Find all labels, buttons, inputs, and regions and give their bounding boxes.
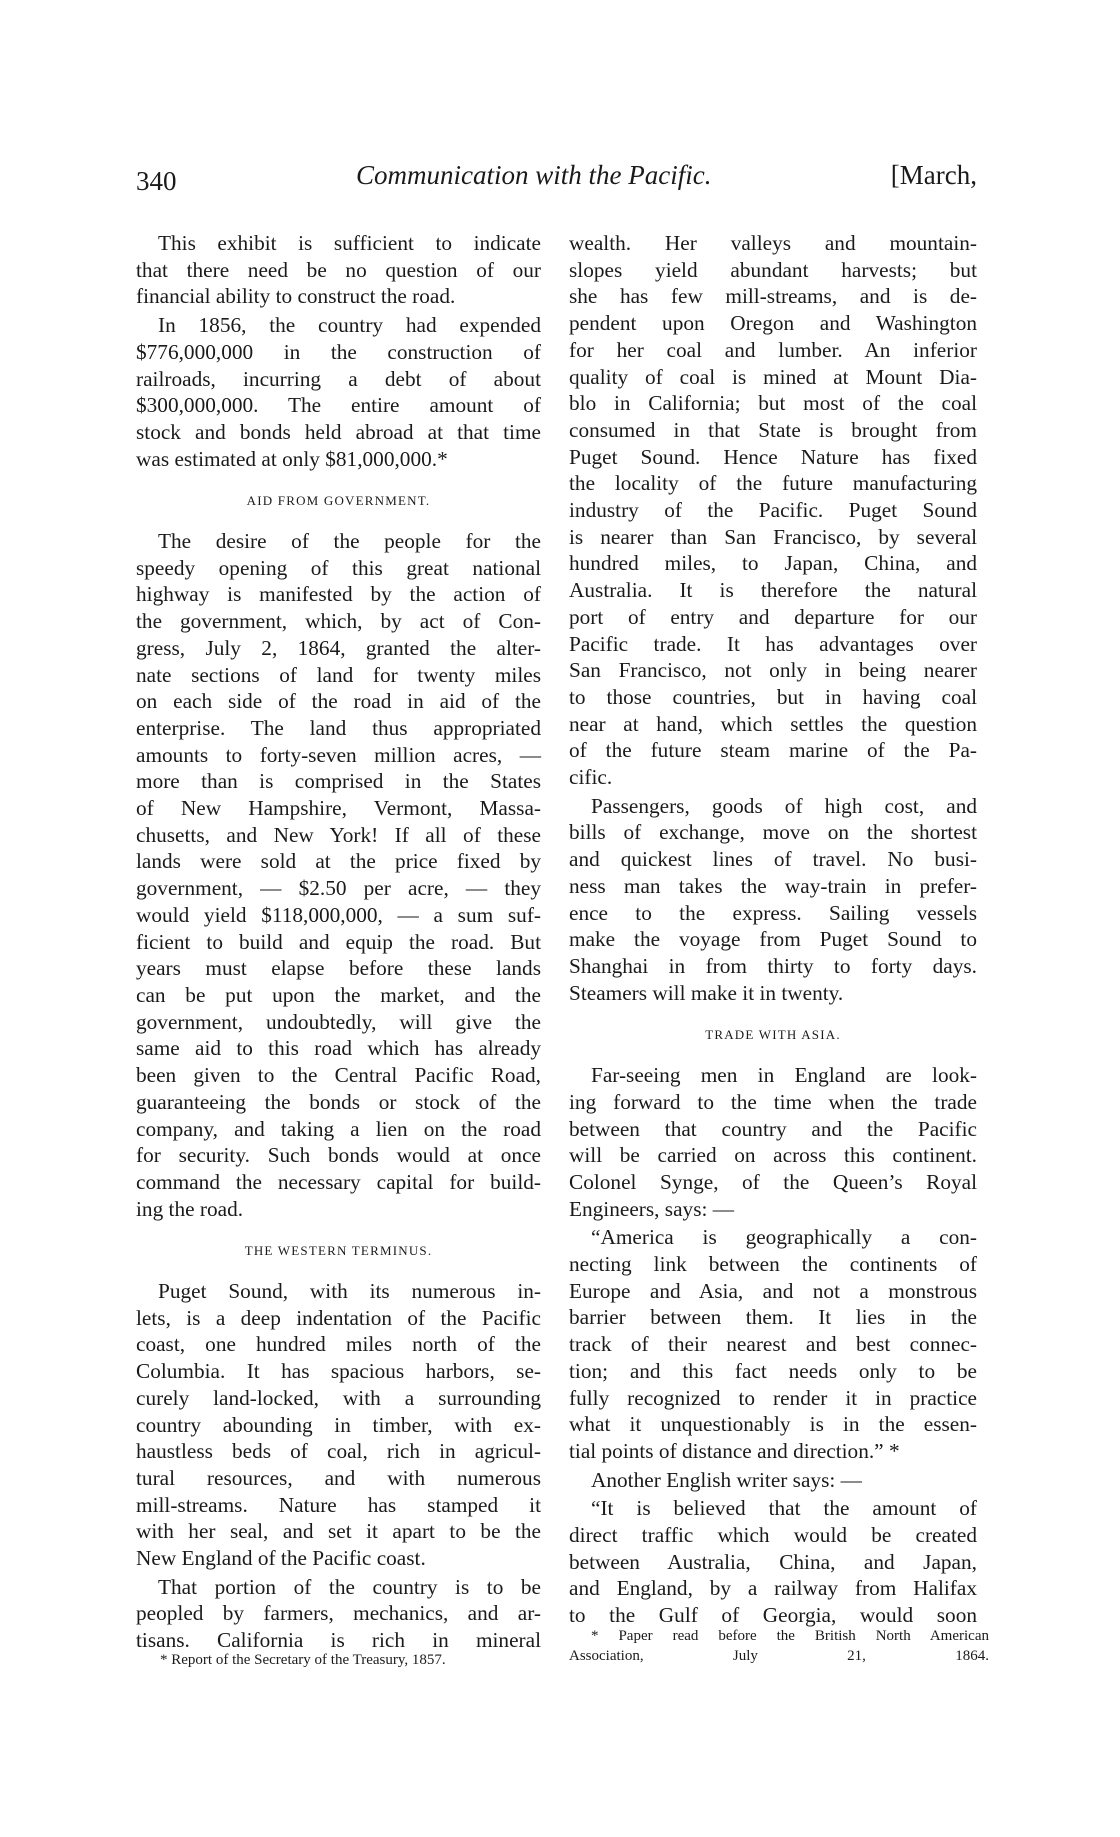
text-line: tion; and this fact needs only to be	[569, 1358, 977, 1383]
text-line: lands were sold at the price fixed by	[136, 849, 541, 874]
text-line: quality of coal is mined at Mount Dia-	[569, 364, 977, 389]
text-line: enterprise. The land thus appropriated	[136, 715, 541, 740]
footnote-right	[569, 1626, 989, 1666]
text-line: curely land-locked, with a surrounding	[136, 1385, 541, 1410]
paragraph	[569, 1495, 977, 1629]
paragraph	[569, 793, 977, 1007]
paragraph	[136, 1574, 541, 1654]
text-line: $776,000,000 in the construction of	[136, 339, 541, 364]
text-line: industry of the Pacific. Puget Sound	[569, 498, 977, 523]
text-line: Passengers, goods of high cost, and	[591, 793, 977, 818]
text-line: Far-seeing men in England are look-	[591, 1063, 977, 1088]
text-line: “America is geographically a con-	[591, 1225, 977, 1250]
footnote-left: * Report of the Secretary of the Treasury, 1857.	[160, 1652, 446, 1668]
text-line: and quickest lines of travel. No busi-	[569, 847, 977, 872]
right-column	[569, 230, 977, 1631]
section-heading: THE WESTERN TERMINUS.	[244, 1243, 433, 1259]
text-line: railroads, incurring a debt of about	[136, 366, 541, 391]
text-line: the locality of the future manufacturing	[569, 471, 977, 496]
text-line: years must elapse before these lands	[136, 956, 541, 981]
text-line: guaranteeing the bonds or stock of the	[136, 1089, 541, 1114]
text-line: The desire of the people for the	[158, 529, 541, 554]
paragraph	[569, 1467, 977, 1494]
running-header	[136, 160, 977, 200]
text-line: will be carried on across this continent.	[569, 1143, 977, 1168]
text-line: what it unquestionably is in the essen-	[569, 1412, 977, 1437]
text-line: $300,000,000. The entire amount of	[136, 393, 541, 418]
text-line: port of entry and departure for our	[569, 604, 977, 629]
text-line: nate sections of land for twenty miles	[136, 662, 541, 687]
text-line: Engineers, says: —	[569, 1196, 735, 1221]
text-line: between that country and the Pacific	[569, 1116, 977, 1141]
text-line: Puget Sound. Hence Nature has fixed	[569, 444, 977, 469]
text-line: gress, July 2, 1864, granted the alter-	[136, 635, 541, 660]
text-line: of the future steam marine of the Pa-	[569, 738, 977, 763]
text-line: direct traffic which would be created	[569, 1523, 977, 1548]
text-line: consumed in that State is brought from	[569, 417, 977, 442]
footnote-line: * Paper read before the British North American	[591, 1628, 989, 1644]
text-line: would yield $118,000,000, — a sum suf-	[136, 902, 541, 927]
text-line: to those countries, but in having coal	[569, 684, 977, 709]
text-line: haustless beds of coal, rich in agricul-	[136, 1439, 541, 1464]
section-heading: AID FROM GOVERNMENT.	[246, 493, 431, 509]
text-line: mill-streams. Nature has stamped it	[136, 1492, 541, 1517]
text-line: is nearer than San Francisco, by several	[569, 524, 977, 549]
paragraph	[136, 312, 541, 472]
text-line: San Francisco, not only in being nearer	[569, 658, 977, 683]
text-line: same aid to this road which has already	[136, 1036, 541, 1061]
text-line: she has few mill-streams, and is de-	[569, 284, 977, 309]
text-line: speedy opening of this great national	[136, 555, 541, 580]
text-line: tial points of distance and direction.” *	[569, 1438, 900, 1463]
text-line: That portion of the country is to be	[158, 1574, 541, 1599]
text-line: blo in California; but most of the coal	[569, 391, 977, 416]
text-line: country abounding in timber, with ex-	[136, 1412, 541, 1437]
text-line: that there need be no question of our	[136, 257, 541, 282]
text-line: Colonel Synge, of the Queen’s Royal	[569, 1169, 977, 1194]
text-line: was estimated at only $81,000,000.*	[136, 446, 448, 471]
text-line: government, undoubtedly, will give the	[136, 1009, 541, 1034]
text-line: “It is believed that the amount of	[591, 1496, 977, 1521]
text-line: chusetts, and New York! If all of these	[136, 822, 541, 847]
text-line: between Australia, China, and Japan,	[569, 1549, 977, 1574]
text-line: lets, is a deep indentation of the Pacific	[136, 1305, 541, 1330]
text-line: In 1856, the country had expended	[158, 313, 541, 338]
paragraph	[569, 1062, 977, 1222]
issue-month: [March,	[890, 160, 977, 190]
text-line: near at hand, which settles the question	[569, 711, 977, 736]
text-line: Steamers will make it in twenty.	[569, 980, 844, 1005]
text-line: Pacific trade. It has advantages over	[569, 631, 977, 656]
text-line: more than is comprised in the States	[136, 769, 541, 794]
text-line: ing forward to the time when the trade	[569, 1089, 977, 1114]
paragraph	[569, 230, 977, 791]
paragraph	[136, 230, 541, 310]
text-line: ness man takes the way-train in prefer-	[569, 873, 977, 898]
text-line: Puget Sound, with its numerous in-	[158, 1279, 541, 1304]
text-line: wealth. Her valleys and mountain-	[569, 231, 977, 255]
text-line: peopled by farmers, mechanics, and ar-	[136, 1601, 541, 1626]
text-line: ence to the express. Sailing vessels	[569, 900, 977, 925]
text-line: been given to the Central Pacific Road,	[136, 1063, 541, 1088]
text-line: on each side of the road in aid of the	[136, 689, 541, 714]
section-heading: TRADE WITH ASIA.	[705, 1027, 841, 1043]
footnote-line: Association, July 21, 1864.	[569, 1648, 989, 1664]
text-line: and England, by a railway from Halifax	[569, 1576, 977, 1601]
text-line: the government, which, by act of Con-	[136, 609, 541, 634]
text-line: necting link between the continents of	[569, 1252, 977, 1277]
text-line: This exhibit is sufficient to indicate	[158, 231, 541, 255]
text-line: highway is manifested by the action of	[136, 582, 541, 607]
text-line: Shanghai in from thirty to forty days.	[569, 953, 977, 978]
text-line: fully recognized to render it in practice	[569, 1385, 977, 1410]
text-line: with her seal, and set it apart to be the	[136, 1519, 541, 1544]
text-line: track of their nearest and best connec-	[569, 1332, 977, 1357]
text-line: Columbia. It has spacious harbors, se-	[136, 1359, 541, 1384]
text-line: for security. Such bonds would at once	[136, 1143, 541, 1168]
text-line: slopes yield abundant harvests; but	[569, 257, 977, 282]
text-line: company, and taking a lien on the road	[136, 1116, 541, 1141]
text-line: bills of exchange, move on the shortest	[569, 820, 977, 845]
text-line: hundred miles, to Japan, China, and	[569, 551, 977, 576]
text-line: government, — $2.50 per acre, — they	[136, 876, 541, 901]
text-line: tisans. California is rich in mineral	[136, 1628, 541, 1653]
paragraph	[136, 1278, 541, 1572]
text-line: amounts to forty-seven million acres, —	[136, 742, 541, 767]
text-line: cific.	[569, 765, 613, 790]
text-line: tural resources, and with numerous	[136, 1465, 541, 1490]
text-line: ing the road.	[136, 1196, 244, 1221]
page-number: 340	[136, 166, 177, 196]
text-line: barrier between them. It lies in the	[569, 1305, 977, 1330]
text-line: to the Gulf of Georgia, would soon	[569, 1603, 977, 1628]
running-title: Communication with the Pacific.	[356, 160, 712, 190]
text-line: Australia. It is therefore the natural	[569, 578, 977, 603]
left-column	[136, 230, 541, 1656]
paragraph	[569, 1224, 977, 1464]
text-line: can be put upon the market, and the	[136, 982, 541, 1007]
paragraph	[136, 528, 541, 1222]
text-line: make the voyage from Puget Sound to	[569, 927, 977, 952]
text-line: ficient to build and equip the road. But	[136, 929, 541, 954]
text-line: pendent upon Oregon and Washington	[569, 311, 977, 336]
text-line: for her coal and lumber. An inferior	[569, 337, 977, 362]
text-line: coast, one hundred miles north of the	[136, 1332, 541, 1357]
text-line: of New Hampshire, Vermont, Massa-	[136, 796, 541, 821]
text-line: stock and bonds held abroad at that time	[136, 419, 541, 444]
text-line: Another English writer says: —	[591, 1467, 862, 1492]
text-line: command the necessary capital for build-	[136, 1169, 541, 1194]
text-line: New England of the Pacific coast.	[136, 1546, 426, 1571]
text-line: Europe and Asia, and not a monstrous	[569, 1278, 977, 1303]
text-line: financial ability to construct the road.	[136, 284, 456, 309]
